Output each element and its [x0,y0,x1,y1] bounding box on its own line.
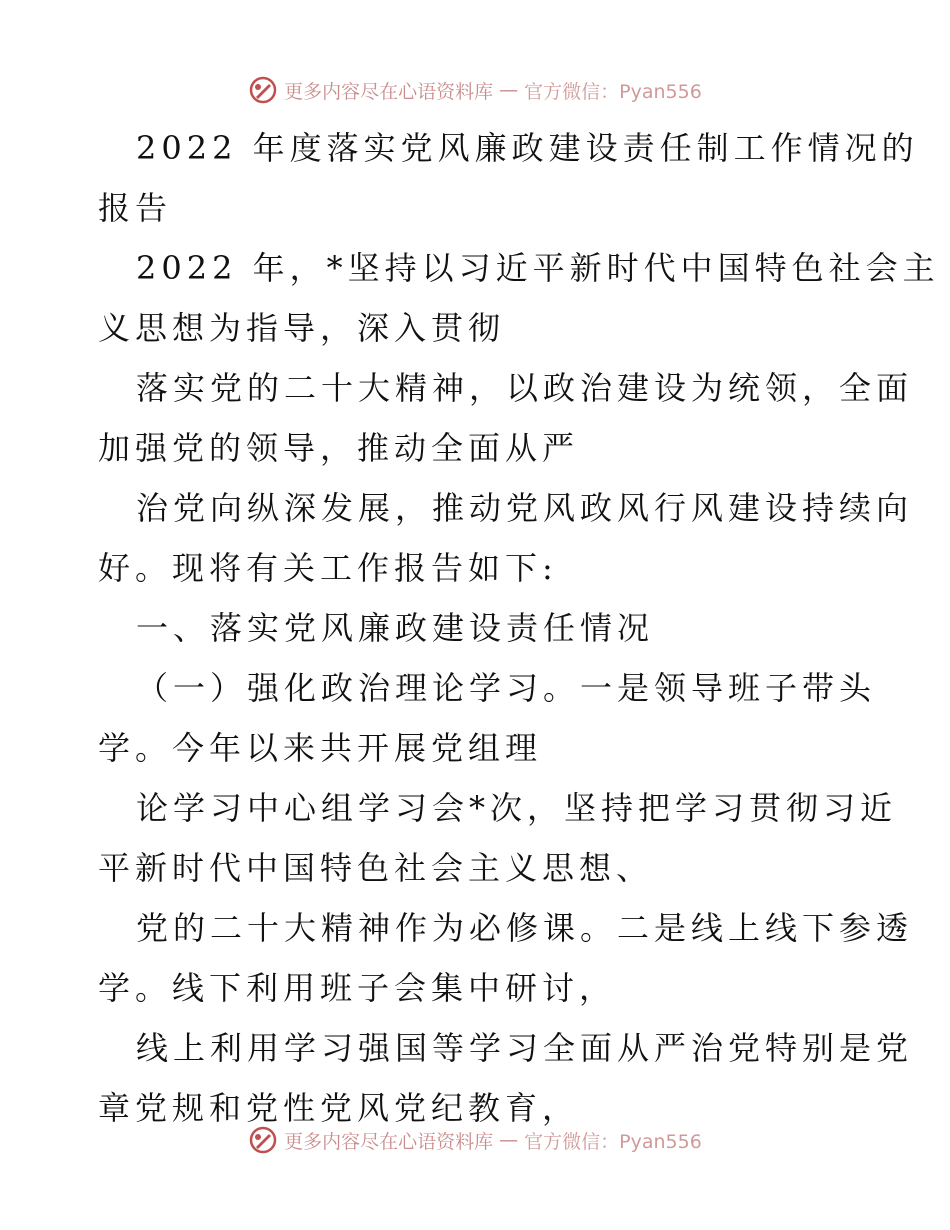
watermark-separator: — [499,1129,519,1151]
document-line: 2022 年度落实党风廉政建设责任制工作情况的 [136,129,919,167]
document-body [98,118,940,1138]
document-line: 学。线下利用班子会集中研讨， [98,969,617,1007]
document-line: 线上利用学习强国等学习全面从严治党特别是党 [136,1029,914,1067]
watermark-brand-text: 更多内容尽在心语资料库 [284,80,494,103]
document-line: 报告 [98,189,173,227]
watermark-separator: — [499,79,519,101]
document-line: 2022 年，*坚持以习近平新时代中国特色社会主 [136,249,940,287]
quill-seal-icon [248,75,278,105]
quill-seal-icon [248,1125,278,1155]
document-line: 平新时代中国特色社会主义思想、 [98,849,654,887]
document-line: 治党向纵深发展，推动党风政风行风建设持续向 [136,489,914,527]
watermark-contact-text: 官方微信：Pyan556 [524,1130,702,1153]
document-line: 章党规和党性党风党纪教育， [98,1089,580,1127]
document-line: 论学习中心组学习会*次，坚持把学习贯彻习近 [136,789,898,827]
document-line: 加强党的领导，推动全面从严 [98,429,580,467]
document-line: 学。今年以来共开展党组理 [98,729,543,767]
document-line: 义思想为指导，深入贯彻 [98,309,506,347]
watermark-brand-text: 更多内容尽在心语资料库 [284,1130,494,1153]
footer-watermark [0,1120,950,1160]
document-line: 党的二十大精神作为必修课。二是线上线下参透 [136,909,914,947]
watermark-contact-text: 官方微信：Pyan556 [524,80,702,103]
document-line: 一、落实党风廉政建设责任情况 [136,609,655,647]
document-line: 好。现将有关工作报告如下: [98,549,558,587]
document-line: 落实党的二十大精神，以政治建设为统领，全面 [136,369,914,407]
header-watermark [0,70,950,110]
document-line: （一）强化政治理论学习。一是领导班子带头 [136,669,877,707]
